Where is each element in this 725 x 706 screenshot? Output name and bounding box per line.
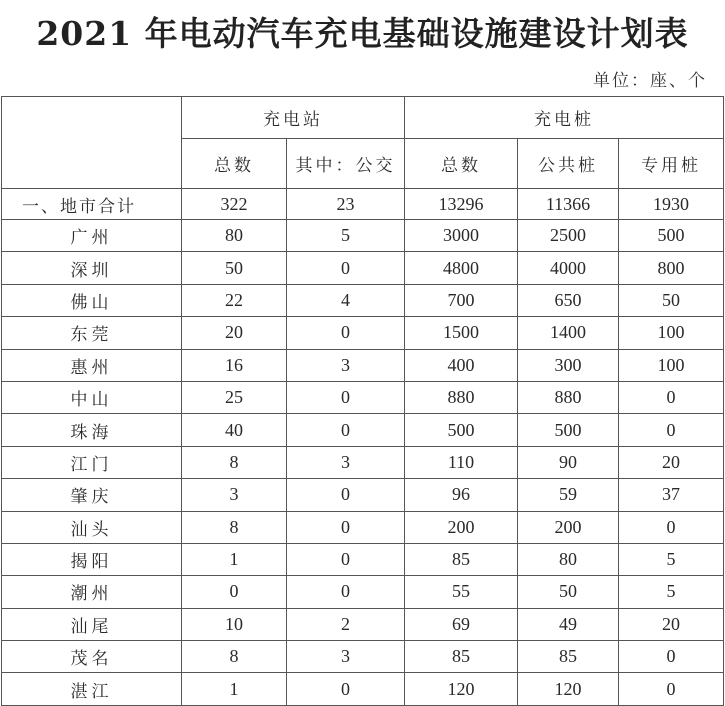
pile-total-cell: 120 (405, 673, 518, 705)
table-row (2, 479, 724, 511)
pile-public-cell: 80 (518, 543, 619, 575)
station-bus-cell: 0 (287, 511, 405, 543)
station-total-cell: 1 (182, 543, 287, 575)
summary-station-bus: 23 (287, 189, 405, 220)
table-row (2, 576, 724, 608)
pile-total-cell: 55 (405, 576, 518, 608)
table-row (2, 446, 724, 478)
pile-private-cell: 20 (619, 608, 724, 640)
pile-public-cell: 300 (518, 349, 619, 381)
pile-public-cell: 500 (518, 414, 619, 446)
city-name: 茂名 (2, 641, 182, 673)
pile-public-cell: 2500 (518, 220, 619, 252)
station-total-cell: 22 (182, 284, 287, 316)
pile-private-cell: 500 (619, 220, 724, 252)
pile-private-cell: 5 (619, 576, 724, 608)
station-bus-cell: 0 (287, 381, 405, 413)
city-name: 汕头 (2, 511, 182, 543)
pile-public-cell: 59 (518, 479, 619, 511)
station-total-cell: 50 (182, 252, 287, 284)
header-station-total: 总数 (182, 139, 287, 189)
summary-label: 一、地市合计 (2, 189, 182, 220)
header-pile-private: 专用桩 (619, 139, 724, 189)
city-name: 肇庆 (2, 479, 182, 511)
unit-note: 单位：座、个 (593, 71, 707, 91)
pile-public-cell: 880 (518, 381, 619, 413)
plan-table (1, 96, 724, 706)
pile-total-cell: 500 (405, 414, 518, 446)
header-station-bus: 其中：公交 (287, 139, 405, 189)
station-bus-cell: 0 (287, 576, 405, 608)
station-bus-cell: 3 (287, 446, 405, 478)
pile-total-cell: 4800 (405, 252, 518, 284)
pile-private-cell: 100 (619, 349, 724, 381)
summary-pile-public: 11366 (518, 189, 619, 220)
pile-total-cell: 110 (405, 446, 518, 478)
city-rows (2, 220, 724, 706)
station-total-cell: 3 (182, 479, 287, 511)
pile-total-cell: 400 (405, 349, 518, 381)
pile-private-cell: 0 (619, 511, 724, 543)
summary-station-total: 322 (182, 189, 287, 220)
table-row (2, 220, 724, 252)
city-name: 揭阳 (2, 543, 182, 575)
pile-private-cell: 50 (619, 284, 724, 316)
pile-total-cell: 1500 (405, 317, 518, 349)
city-name: 汕尾 (2, 608, 182, 640)
pile-private-cell: 20 (619, 446, 724, 478)
summary-row (2, 189, 724, 220)
group-header-row (2, 97, 724, 139)
city-name: 东莞 (2, 317, 182, 349)
station-bus-cell: 2 (287, 608, 405, 640)
table-row (2, 608, 724, 640)
summary-pile-private: 1930 (619, 189, 724, 220)
pile-private-cell: 0 (619, 641, 724, 673)
summary-pile-total: 13296 (405, 189, 518, 220)
table-row (2, 317, 724, 349)
header-piles: 充电桩 (405, 97, 724, 139)
pile-private-cell: 100 (619, 317, 724, 349)
header-stations: 充电站 (182, 97, 405, 139)
table-row (2, 511, 724, 543)
city-name: 潮州 (2, 576, 182, 608)
page-title: 2021 年电动汽车充电基础设施建设计划表 (36, 14, 689, 53)
station-total-cell: 80 (182, 220, 287, 252)
pile-public-cell: 120 (518, 673, 619, 705)
station-bus-cell: 5 (287, 220, 405, 252)
city-name: 中山 (2, 381, 182, 413)
city-name: 江门 (2, 446, 182, 478)
pile-public-cell: 1400 (518, 317, 619, 349)
header-pile-public: 公共桩 (518, 139, 619, 189)
station-bus-cell: 4 (287, 284, 405, 316)
pile-public-cell: 4000 (518, 252, 619, 284)
header-pile-total: 总数 (405, 139, 518, 189)
station-total-cell: 8 (182, 446, 287, 478)
table-row (2, 381, 724, 413)
pile-private-cell: 0 (619, 381, 724, 413)
pile-total-cell: 96 (405, 479, 518, 511)
pile-private-cell: 5 (619, 543, 724, 575)
table-row (2, 543, 724, 575)
station-total-cell: 8 (182, 641, 287, 673)
pile-public-cell: 650 (518, 284, 619, 316)
pile-total-cell: 700 (405, 284, 518, 316)
corner-cell (2, 97, 182, 189)
station-total-cell: 25 (182, 381, 287, 413)
table-row (2, 284, 724, 316)
table-row (2, 414, 724, 446)
pile-total-cell: 200 (405, 511, 518, 543)
station-bus-cell: 3 (287, 641, 405, 673)
station-total-cell: 10 (182, 608, 287, 640)
pile-private-cell: 0 (619, 673, 724, 705)
pile-total-cell: 69 (405, 608, 518, 640)
city-name: 广州 (2, 220, 182, 252)
station-total-cell: 16 (182, 349, 287, 381)
station-bus-cell: 0 (287, 479, 405, 511)
city-name: 湛江 (2, 673, 182, 705)
table-row (2, 349, 724, 381)
station-bus-cell: 0 (287, 414, 405, 446)
table-row (2, 673, 724, 705)
station-bus-cell: 3 (287, 349, 405, 381)
city-name: 佛山 (2, 284, 182, 316)
pile-public-cell: 85 (518, 641, 619, 673)
pile-private-cell: 0 (619, 414, 724, 446)
pile-public-cell: 49 (518, 608, 619, 640)
station-bus-cell: 0 (287, 543, 405, 575)
station-total-cell: 20 (182, 317, 287, 349)
pile-public-cell: 90 (518, 446, 619, 478)
station-total-cell: 40 (182, 414, 287, 446)
pile-private-cell: 800 (619, 252, 724, 284)
station-total-cell: 8 (182, 511, 287, 543)
city-name: 深圳 (2, 252, 182, 284)
pile-total-cell: 880 (405, 381, 518, 413)
station-bus-cell: 0 (287, 252, 405, 284)
pile-public-cell: 200 (518, 511, 619, 543)
station-total-cell: 1 (182, 673, 287, 705)
table-row (2, 252, 724, 284)
station-bus-cell: 0 (287, 673, 405, 705)
pile-total-cell: 85 (405, 641, 518, 673)
pile-private-cell: 37 (619, 479, 724, 511)
pile-total-cell: 3000 (405, 220, 518, 252)
station-bus-cell: 0 (287, 317, 405, 349)
pile-public-cell: 50 (518, 576, 619, 608)
city-name: 惠州 (2, 349, 182, 381)
city-name: 珠海 (2, 414, 182, 446)
table-row (2, 641, 724, 673)
pile-total-cell: 85 (405, 543, 518, 575)
station-total-cell: 0 (182, 576, 287, 608)
